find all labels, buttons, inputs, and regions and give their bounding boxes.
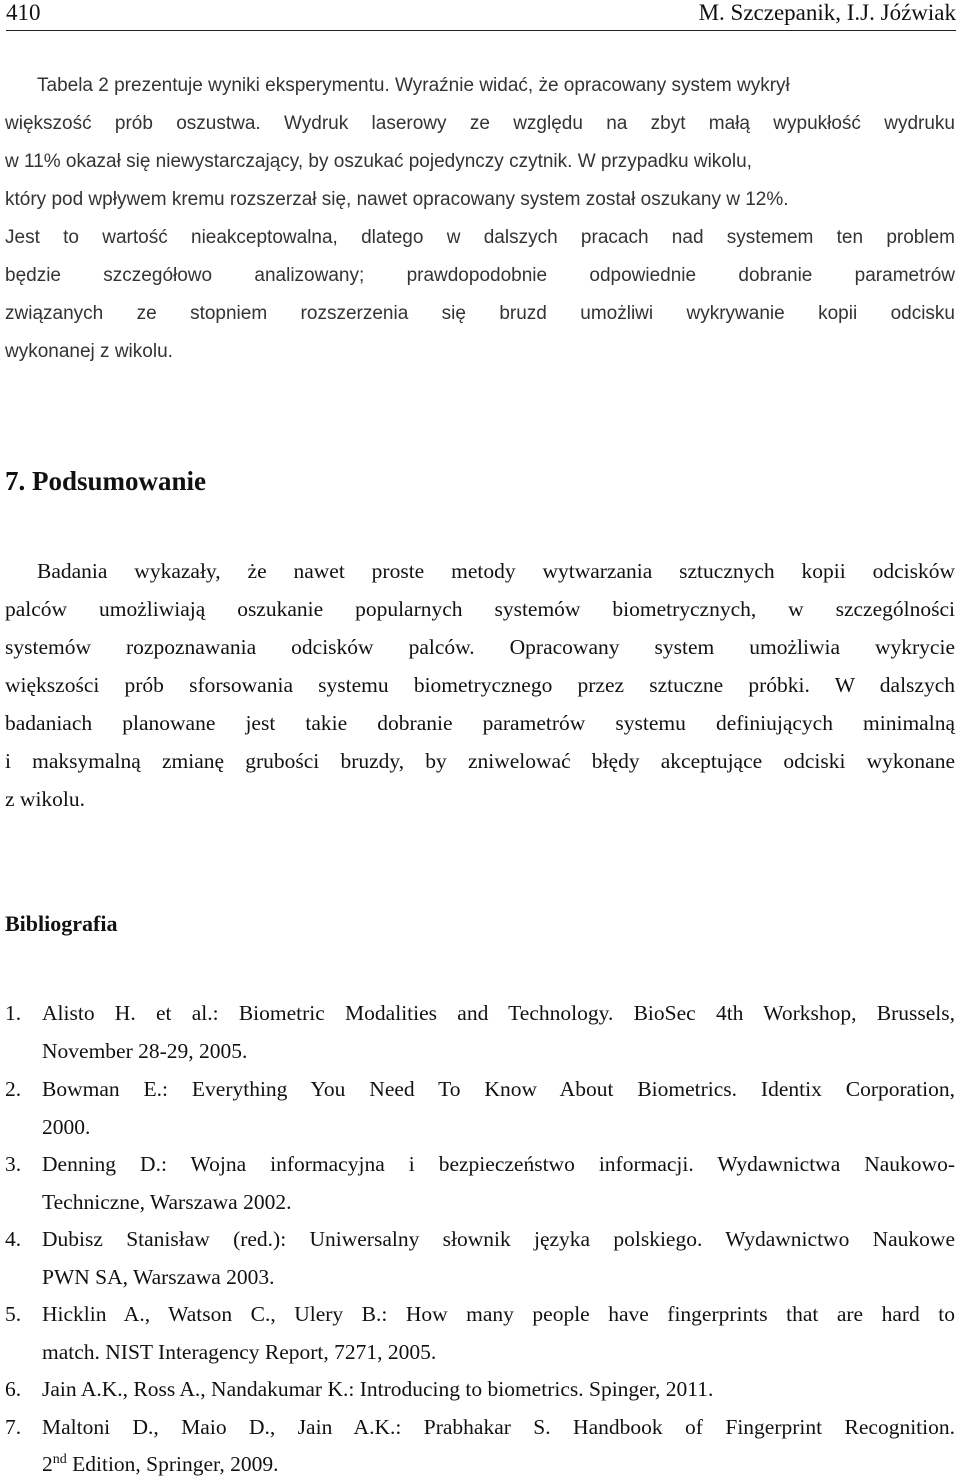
text-line: systemów rozpoznawania odcisków palców. Opracowany system umożliwia wykrycie <box>5 635 955 659</box>
item-number: 1. <box>5 1001 22 1025</box>
text-line: i maksymalną zmianę grubości bruzdy, by zniwelować błędy akceptujące odciski wykonane <box>5 749 955 773</box>
item-text: match. NIST Interagency Report, 7271, 2005. <box>42 1340 437 1364</box>
text-line: który pod wpływem kremu rozszerzał się, nawet opracowany system został oszukany w 12%. <box>5 189 789 210</box>
item-text: November 28-29, 2005. <box>42 1039 248 1063</box>
text-line: Tabela 2 prezentuje wyniki eksperymentu. Wyraźnie widać, że opracowany system wykrył <box>37 75 790 96</box>
text-line: w 11% okazał się niewystarczający, by oszukać pojedynczy czytnik. W przypadku wikolu, <box>5 151 752 172</box>
text-line: związanych ze stopniem rozszerzenia się bruzd umożliwi wykrywanie kopii odcisku <box>5 303 955 324</box>
item-text: Denning D.: Wojna informacyjna i bezpieczeństwo informacji. Wydawnictwa Naukowo- <box>42 1152 955 1176</box>
page-number: 410 <box>6 0 41 25</box>
text-line: będzie szczegółowo analizowany; prawdopodobnie odpowiednie dobranie parametrów <box>5 265 955 286</box>
item-text: 2000. <box>42 1115 91 1139</box>
item-number: 3. <box>5 1152 22 1176</box>
text-line: Jest to wartość nieakceptowalna, dlatego w dalszych pracach nad systemem ten problem <box>5 227 955 248</box>
text-line: wykonanej z wikolu. <box>5 341 173 362</box>
item-text: Dubisz Stanisław (red.): Uniwersalny słownik języka polskiego. Wydawnictwo Naukowe <box>42 1227 955 1251</box>
running-header <box>6 0 956 31</box>
item-number: 5. <box>5 1302 22 1326</box>
text-line: większość prób oszustwa. Wydruk laserowy ze względu na zbyt małą wypukłość wydruku <box>5 113 955 134</box>
text-line: większości prób sforsowania systemu biometrycznego przez sztuczne próbki. W dalszych <box>5 673 955 697</box>
edition-superscript: nd <box>52 1451 67 1467</box>
text-line: badaniach planowane jest takie dobranie parametrów systemu definiujących minimalną <box>5 711 955 735</box>
item-number: 6. <box>5 1377 22 1401</box>
text-line: palców umożliwiają oszukanie popularnych systemów biometrycznych, w szczególności <box>5 597 955 621</box>
item-text: Bowman E.: Everything You Need To Know About Biometrics. Identix Corporation, <box>42 1077 955 1101</box>
item-text-edition <box>42 1450 955 1478</box>
text-line: z wikolu. <box>5 787 86 811</box>
bibliography-heading: Bibliografia <box>5 911 118 936</box>
section-heading: 7. Podsumowanie <box>5 466 207 496</box>
item-text: Alisto H. et al.: Biometric Modalities and Technology. BioSec 4th Workshop, Brussels, <box>42 1001 955 1025</box>
item-text: Jain A.K., Ross A., Nandakumar K.: Introducing to biometrics. Spinger, 2011. <box>42 1377 714 1401</box>
item-text: PWN SA, Warszawa 2003. <box>42 1265 275 1289</box>
edition-number: 2 <box>42 1452 53 1476</box>
item-text: Hicklin A., Watson C., Ulery B.: How many people have fingerprints that are hard to <box>42 1302 955 1326</box>
edition-rest: Edition, Springer, 2009. <box>66 1452 279 1476</box>
item-text: Maltoni D., Maio D., Jain A.K.: Prabhakar S. Handbook of Fingerprint Recognition. <box>42 1415 955 1439</box>
item-number: 4. <box>5 1227 22 1251</box>
item-text: Techniczne, Warszawa 2002. <box>42 1190 292 1214</box>
header-authors: M. Szczepanik, I.J. Jóźwiak <box>698 0 956 25</box>
item-number: 2. <box>5 1077 22 1101</box>
item-number: 7. <box>5 1415 22 1439</box>
text-line: Badania wykazały, że nawet proste metody wytwarzania sztucznych kopii odcisków <box>37 559 955 583</box>
